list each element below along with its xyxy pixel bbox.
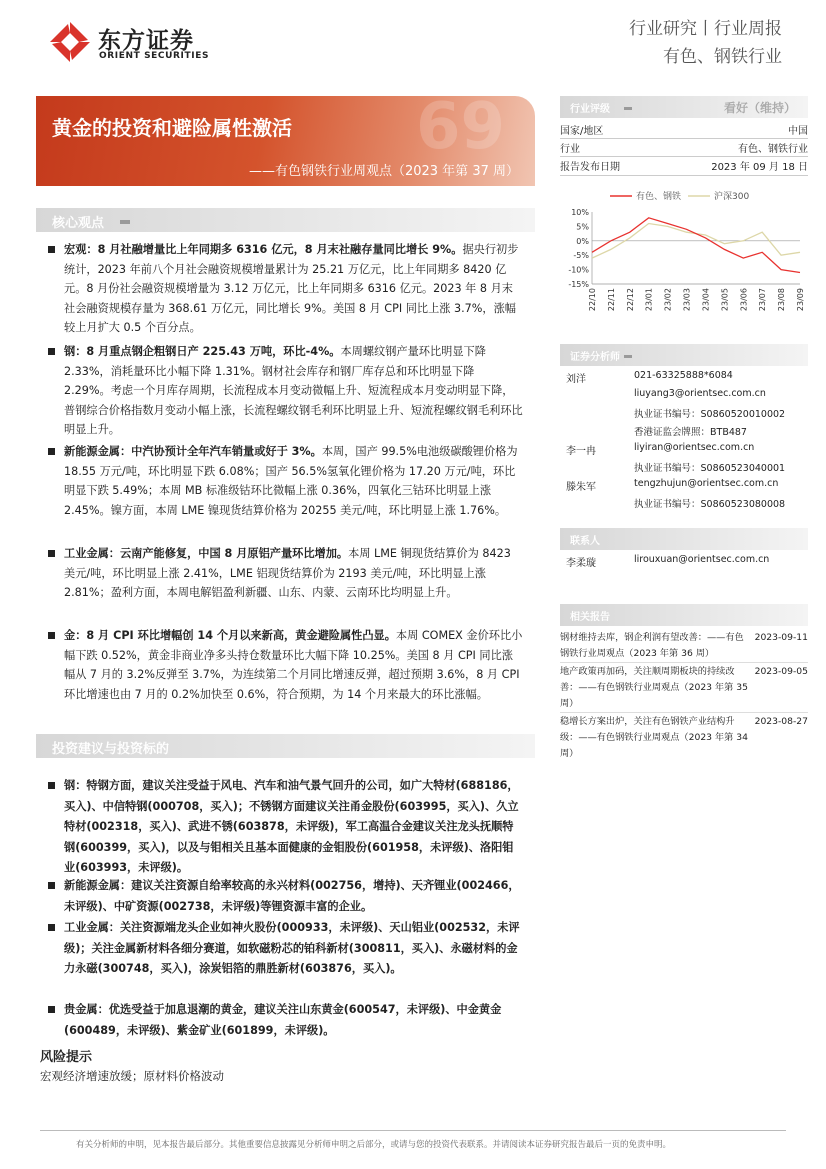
x-tick-label: 22/12 <box>625 288 635 312</box>
analyst-email[interactable]: tengzhujun@orientsec.com.cn <box>634 478 779 489</box>
y-tick-label: -5% <box>573 251 589 261</box>
bullet-marker <box>48 550 55 557</box>
report-industry: 有色、钢铁行业 <box>663 47 782 67</box>
list-item <box>48 626 524 704</box>
invest-point: 钢：特钢方面，建议关注受益于风电、汽车和油气景气回升的公司，如广大特材(688186，买入)、中信特钢(000708，买入)；不锈钢方面建议关注甬金股份(603995，买入)、久立特材(002318，买入)、武进不锈(603878，未评级)，军工高温合金建议关注龙头抚顺特钢(600399，买入)，以及与钼相关且基本面健康的金钼股份(601958，未评级)、洛阳钼业(603993，未评级)。 <box>64 779 519 874</box>
analyst-license: 执业证书编号：S0860523080008 <box>634 499 786 510</box>
bullet-marker <box>48 448 55 455</box>
series-line <box>592 218 800 273</box>
point-headline: 宏观：8 月社融增量比上年同期多 6316 亿元，8 月末社融存量同比增长 9%。 <box>64 243 463 256</box>
logo-english-name: ORIENT SECURITIES <box>99 51 210 61</box>
invest-point: 新能源金属：建议关注资源自给率较高的永兴材料(002756，增持)、天齐锂业(002466，未评级)、中矿资源(002738，未评级)等锂资源丰富的企业。 <box>64 879 520 913</box>
point-headline: 工业金属：云南产能修复，中国 8 月原铝产量环比增加。 <box>64 547 349 560</box>
list-item <box>48 1000 524 1041</box>
info-row <box>560 158 808 176</box>
bullet-marker <box>48 632 55 639</box>
related-report-title: 钢材维持去库，钢企利润有望改善：——有色钢铁行业周观点（2023 年第 36 周） <box>560 632 744 659</box>
related-report-item[interactable] <box>560 714 808 762</box>
analyst-phone: 021-63325888*6084 <box>634 370 733 381</box>
x-tick-label: 23/01 <box>644 288 654 312</box>
x-tick-label: 23/07 <box>758 288 768 312</box>
section-title: 投资建议与投资标的 <box>52 742 170 757</box>
x-tick-label: 23/05 <box>720 288 730 312</box>
rating-value: 看好（维持） <box>723 101 796 115</box>
y-tick-label: 10% <box>571 208 589 217</box>
analyst-email[interactable]: liyiran@orientsec.com.cn <box>634 442 755 453</box>
list-item <box>48 776 524 879</box>
info-key: 报告发布日期 <box>560 162 620 173</box>
analyst-email[interactable]: liuyang3@orientsec.com.cn <box>634 388 766 399</box>
legend-label: 沪深300 <box>714 192 750 202</box>
x-tick-label: 23/04 <box>701 288 711 312</box>
x-tick-label: 23/02 <box>663 288 673 312</box>
section-tag <box>624 107 632 110</box>
point-headline: 金：8 月 CPI 环比增幅创 14 个月以来新高，黄金避险属性凸显。 <box>64 629 396 642</box>
analyst-name: 李一冉 <box>566 446 596 457</box>
x-tick-label: 22/10 <box>588 288 597 312</box>
report-category: 行业研究丨行业周报 <box>629 19 782 39</box>
x-tick-label: 23/06 <box>739 288 749 312</box>
contact-header <box>560 528 808 550</box>
analyst-license: 执业证书编号：S0860520010002 <box>634 409 786 420</box>
chart-y-axis <box>568 208 592 289</box>
y-tick-label: -15% <box>568 280 589 289</box>
orient-logo-icon <box>48 20 92 64</box>
list-item <box>48 342 524 440</box>
analyst-hk-license: 香港证监会牌照：BTB487 <box>634 427 747 438</box>
company-logo <box>48 20 228 64</box>
footer-divider <box>40 1130 786 1131</box>
point-body: 本周 LME 铜现货结算价为 8423 美元/吨，环比明显上涨 2.41%，LME 铝现货结算价为 2193 美元/吨，环比明显上涨 2.81%；盈利方面，本周电解铝盈利新疆、山东、内蒙、云南环比均明显上升。 <box>64 547 511 599</box>
info-value: 2023 年 09 月 18 日 <box>711 162 808 173</box>
contact-label: 联系人 <box>570 536 600 547</box>
rating-header <box>560 96 808 118</box>
point-headline: 新能源金属：中汽协预计全年汽车销量或好于 3%。 <box>64 445 322 458</box>
related-report-title: 稳增长方案出炉，关注有色钢铁产业结构升级：——有色钢铁行业周观点（2023 年第 34 周） <box>560 716 748 759</box>
invest-point: 贵金属：优选受益于加息退潮的黄金，建议关注山东黄金(600547，未评级)、中金黄金(600489，未评级)、紫金矿业(601899，未评级)。 <box>64 1003 502 1037</box>
divider <box>560 175 808 176</box>
related-report-item[interactable] <box>560 630 808 662</box>
bullet-marker <box>48 924 55 931</box>
bullet-marker <box>48 246 55 253</box>
x-tick-label: 23/08 <box>777 288 787 312</box>
analyst-name: 滕朱军 <box>566 482 596 493</box>
divider <box>560 712 808 713</box>
rating-label: 行业评级 <box>570 104 610 115</box>
report-subtitle: ——有色钢铁行业周观点（2023 年第 37 周） <box>248 164 519 179</box>
footer-disclaimer: 有关分析师的申明，见本报告最后部分。其他重要信息披露见分析师申明之后部分，或请与您的投资代表联系。并请阅读本证券研究报告最后一页的免责申明。 <box>76 1140 672 1150</box>
contact-email[interactable]: lirouxuan@orientsec.com.cn <box>634 554 770 565</box>
performance-chart <box>560 186 808 336</box>
chart-x-axis <box>588 284 805 311</box>
risk-title: 风险提示 <box>40 1050 93 1065</box>
y-tick-label: 5% <box>576 222 589 232</box>
related-label: 相关报告 <box>570 612 610 623</box>
x-tick-label: 23/03 <box>682 288 692 312</box>
y-tick-label: 0% <box>576 236 589 246</box>
list-item <box>48 918 524 980</box>
logo-chinese-name: 东方证券 <box>98 28 194 54</box>
list-item <box>48 876 524 917</box>
list-item <box>48 442 524 520</box>
point-body: 本周，国产 99.5%电池级碳酸锂价格为 18.55 万元/吨，环比明显下跌 6.08%；国产 56.5%氢氧化锂价格为 17.20 万元/吨，环比明显下跌 5.49%；本周 MB 标准级钴环比微幅上涨 0.36%，四氧化三钴环比明显上涨 2.45%。镍方面，本周 LME 镍现货结算价格为 20255 美元/吨，环比明显上涨 1.76%。 <box>64 445 518 517</box>
info-value: 有色、钢铁行业 <box>738 144 808 155</box>
point-body: 本周 COMEX 金价环比小幅下跌 0.52%，黄金非商业净多头持仓数量环比大幅下降 10.25%。美国 8 月 CPI 同比涨幅从 7 月的 3.2%反弹至 3.7%，为连续第二个月同比增速反弹，超过预期 3.6%，8 月 CPI 环比增速也由 7 月的 0.2%加快至 0.6%，符合预期，为 14 个月来最大的环比涨幅。 <box>64 629 523 701</box>
bullet-marker <box>48 882 55 889</box>
report-title: 黄金的投资和避险属性激活 <box>52 116 292 140</box>
analyst-license: 执业证书编号：S0860523040001 <box>634 463 786 474</box>
related-report-date: 2023-09-11 <box>754 632 808 643</box>
bullet-marker <box>48 1006 55 1013</box>
info-key: 国家/地区 <box>560 126 604 137</box>
chart-legend <box>610 190 749 202</box>
point-headline: 钢：8 月重点钢企粗钢日产 225.43 万吨，环比-4%。 <box>64 345 341 358</box>
banner-decoration: 69 <box>415 96 505 164</box>
divider <box>560 156 808 157</box>
section-tag <box>624 355 632 358</box>
divider <box>560 138 808 139</box>
section-title: 核心观点 <box>52 216 105 231</box>
related-report-title: 地产政策再加码，关注顺周期板块的持续改善：——有色钢铁行业周观点（2023 年第 35 周） <box>560 666 748 709</box>
analyst-label: 证券分析师 <box>570 352 620 363</box>
contact-name: 李柔璇 <box>566 558 596 569</box>
list-item <box>48 240 524 338</box>
bullet-marker <box>48 348 55 355</box>
list-item <box>48 544 524 603</box>
analyst-header <box>560 344 808 366</box>
title-banner <box>36 96 535 186</box>
x-tick-label: 23/09 <box>796 288 805 312</box>
section-header-invest <box>36 734 535 758</box>
analyst-name: 刘洋 <box>566 374 586 385</box>
bullet-marker <box>48 782 55 789</box>
chart-plot-area <box>592 218 800 273</box>
y-tick-label: -10% <box>568 265 589 275</box>
invest-point: 工业金属：关注资源端龙头企业如神火股份(000933，未评级)、天山铝业(002532，未评级)；关注金属新材料各细分赛道，如软磁粉芯的铂科新材(300811，买入)、永磁材料的金力永磁(300748，买入)，涂炭铝箔的鼎胜新材(603876，买入)。 <box>64 921 520 975</box>
risk-text: 宏观经济增速放缓；原材料价格波动 <box>40 1069 224 1083</box>
related-report-item[interactable] <box>560 664 808 712</box>
info-key: 行业 <box>560 144 580 155</box>
section-tag <box>120 220 130 224</box>
related-header <box>560 604 808 626</box>
info-value: 中国 <box>788 126 808 137</box>
legend-label: 有色、钢铁 <box>636 192 682 202</box>
divider <box>560 662 808 663</box>
related-report-date: 2023-08-27 <box>754 716 808 727</box>
section-header-core <box>36 208 535 232</box>
related-report-date: 2023-09-05 <box>754 666 808 677</box>
point-body: 本周螺纹钢产量环比明显下降 2.33%，消耗量环比小幅下降 1.31%。钢材社会库存和钢厂库存总和环比明显下降 2.29%。考虑一个月库存周期，长流程成本月变动微幅上升、短流程成本月变动明显下降，普钢综合价格指数月变动小幅上涨，长流程螺纹钢毛利环比明显上升、短流程螺纹钢毛利环比明显上升。 <box>64 345 523 436</box>
point-body: 据央行初步统计，2023 年前八个月社会融资规模增量累计为 25.21 万亿元，比上年同期多 8420 亿元。8 月份社会融资规模增量为 3.12 万亿元，比上年同期多 6316 亿元。2023 年 8 月末社会融资规模存量为 368.61 万亿元，同比增长 9%。美国 8 月 CPI 同比上涨 3.7%，涨幅较上月扩大 0.5 个百分点。 <box>64 243 519 334</box>
x-tick-label: 22/11 <box>606 288 616 312</box>
